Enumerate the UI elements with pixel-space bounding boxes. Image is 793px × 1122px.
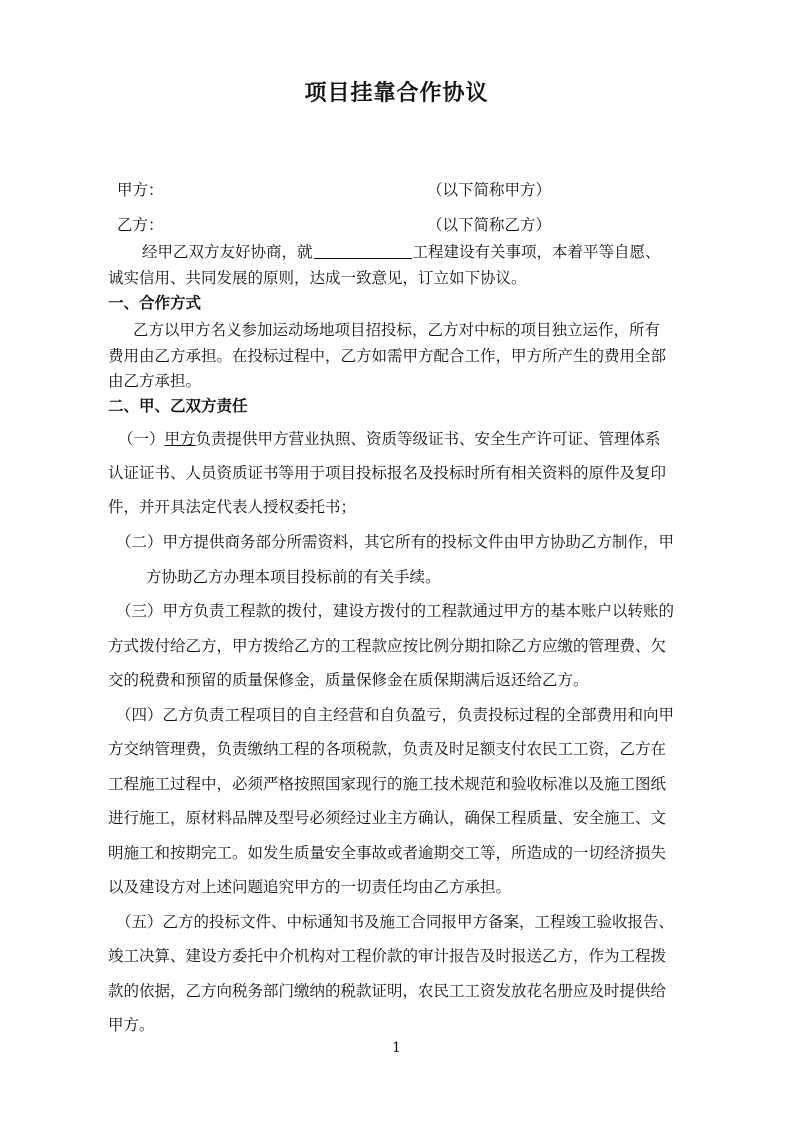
section-1-line: 乙方以甲方名义参加运动场地项目招投标，乙方对中标的项目独立运作，所有 (133, 321, 661, 339)
intro-line-2: 诚实信用、共同发展的原则，达成一致意见，订立如下协议。 (108, 269, 527, 287)
page-number: 1 (392, 1040, 401, 1056)
clause-1-line: 件，并开具法定代表人授权委托书； (108, 498, 357, 516)
party-b-label: 乙方： (117, 216, 164, 234)
clause-2-line: （二）甲方提供商务部分所需资料，其它所有的投标文件由甲方协助乙方制作，甲 (116, 533, 675, 551)
clause-3-line: 方式拨付给乙方，甲方拨给乙方的工程款应按比例分期扣除乙方应缴的管理费、欠 (108, 637, 667, 655)
party-b-note: （以下简称乙方） (427, 216, 552, 234)
clause-5-line: 甲方。 (108, 1016, 155, 1034)
party-a-label: 甲方： (117, 181, 164, 199)
clause-4-line: 以及建设方对上述问题追究甲方的一切责任均由乙方承担。 (108, 878, 512, 896)
clause-4-line: 进行施工，原材料品牌及型号必须经过业主方确认，确保工程质量、安全施工、文 (108, 809, 667, 827)
clause-1-underlined-party: 甲方 (164, 430, 196, 448)
intro-line-1 (142, 242, 661, 262)
clause-1-line: 认证证书、人员资质证书等用于项目投标报名及投标时所有相关资料的原件及复印 (108, 464, 667, 482)
clause-3-line: 交的税费和预留的质量保修金，质量保修金在质保期满后返还给乙方。 (108, 671, 589, 689)
clause-4-line: （四）乙方负责工程项目的自主经营和自负盈亏，负责投标过程的全部费用和向甲 (116, 706, 675, 724)
section-1-line: 费用由乙方承担。在投标过程中，乙方如需甲方配合工作，甲方所产生的费用全部 (108, 347, 667, 365)
clause-5-line: 款的依据，乙方向税务部门缴纳的税款证明，农民工工资发放花名册应及时提供给 (108, 982, 667, 1000)
intro-text-part1: 经甲乙双方友好协商，就 (142, 243, 313, 261)
clause-4-line: 方交纳管理费，负责缴纳工程的各项税款，负责及时足额支付农民工工资，乙方在 (108, 740, 667, 758)
clause-1-text: 负责提供甲方营业执照、资质等级证书、安全生产许可证、管理体系 (195, 430, 661, 448)
clause-5-line: 竣工决算、建设方委托中介机构对工程价款的审计报告及时报送乙方，作为工程拨 (108, 947, 667, 965)
clause-4-line: 工程施工过程中，必须严格按照国家现行的施工技术规范和验收标准以及施工图纸 (108, 775, 667, 793)
clause-4-line: 明施工和按期完工。如发生质量安全事故或者逾期交工等，所造成的一切经济损失 (108, 844, 667, 862)
intro-text-part2: 工程建设有关事项，本着平等自愿、 (412, 243, 661, 261)
party-a-note: （以下简称甲方） (427, 181, 552, 199)
clause-5-line: （五）乙方的投标文件、中标通知书及施工合同报甲方备案，工程竣工验收报告、 (116, 913, 675, 931)
section-1-heading: 一、合作方式 (108, 293, 202, 312)
clause-1-prefix: （一） (118, 430, 165, 448)
section-1-line: 由乙方承担。 (108, 372, 202, 390)
clause-1-line-1 (118, 429, 661, 449)
clause-2-line: 方协助乙方办理本项目投标前的有关手续。 (146, 568, 441, 586)
project-name-blank (314, 242, 412, 259)
section-2-heading: 二、甲、乙双方责任 (108, 396, 248, 415)
document-title: 项目挂靠合作协议 (304, 80, 489, 106)
clause-3-line: （三）甲方负责工程款的拨付，建设方拨付的工程款通过甲方的基本账户以转账的 (116, 602, 675, 620)
